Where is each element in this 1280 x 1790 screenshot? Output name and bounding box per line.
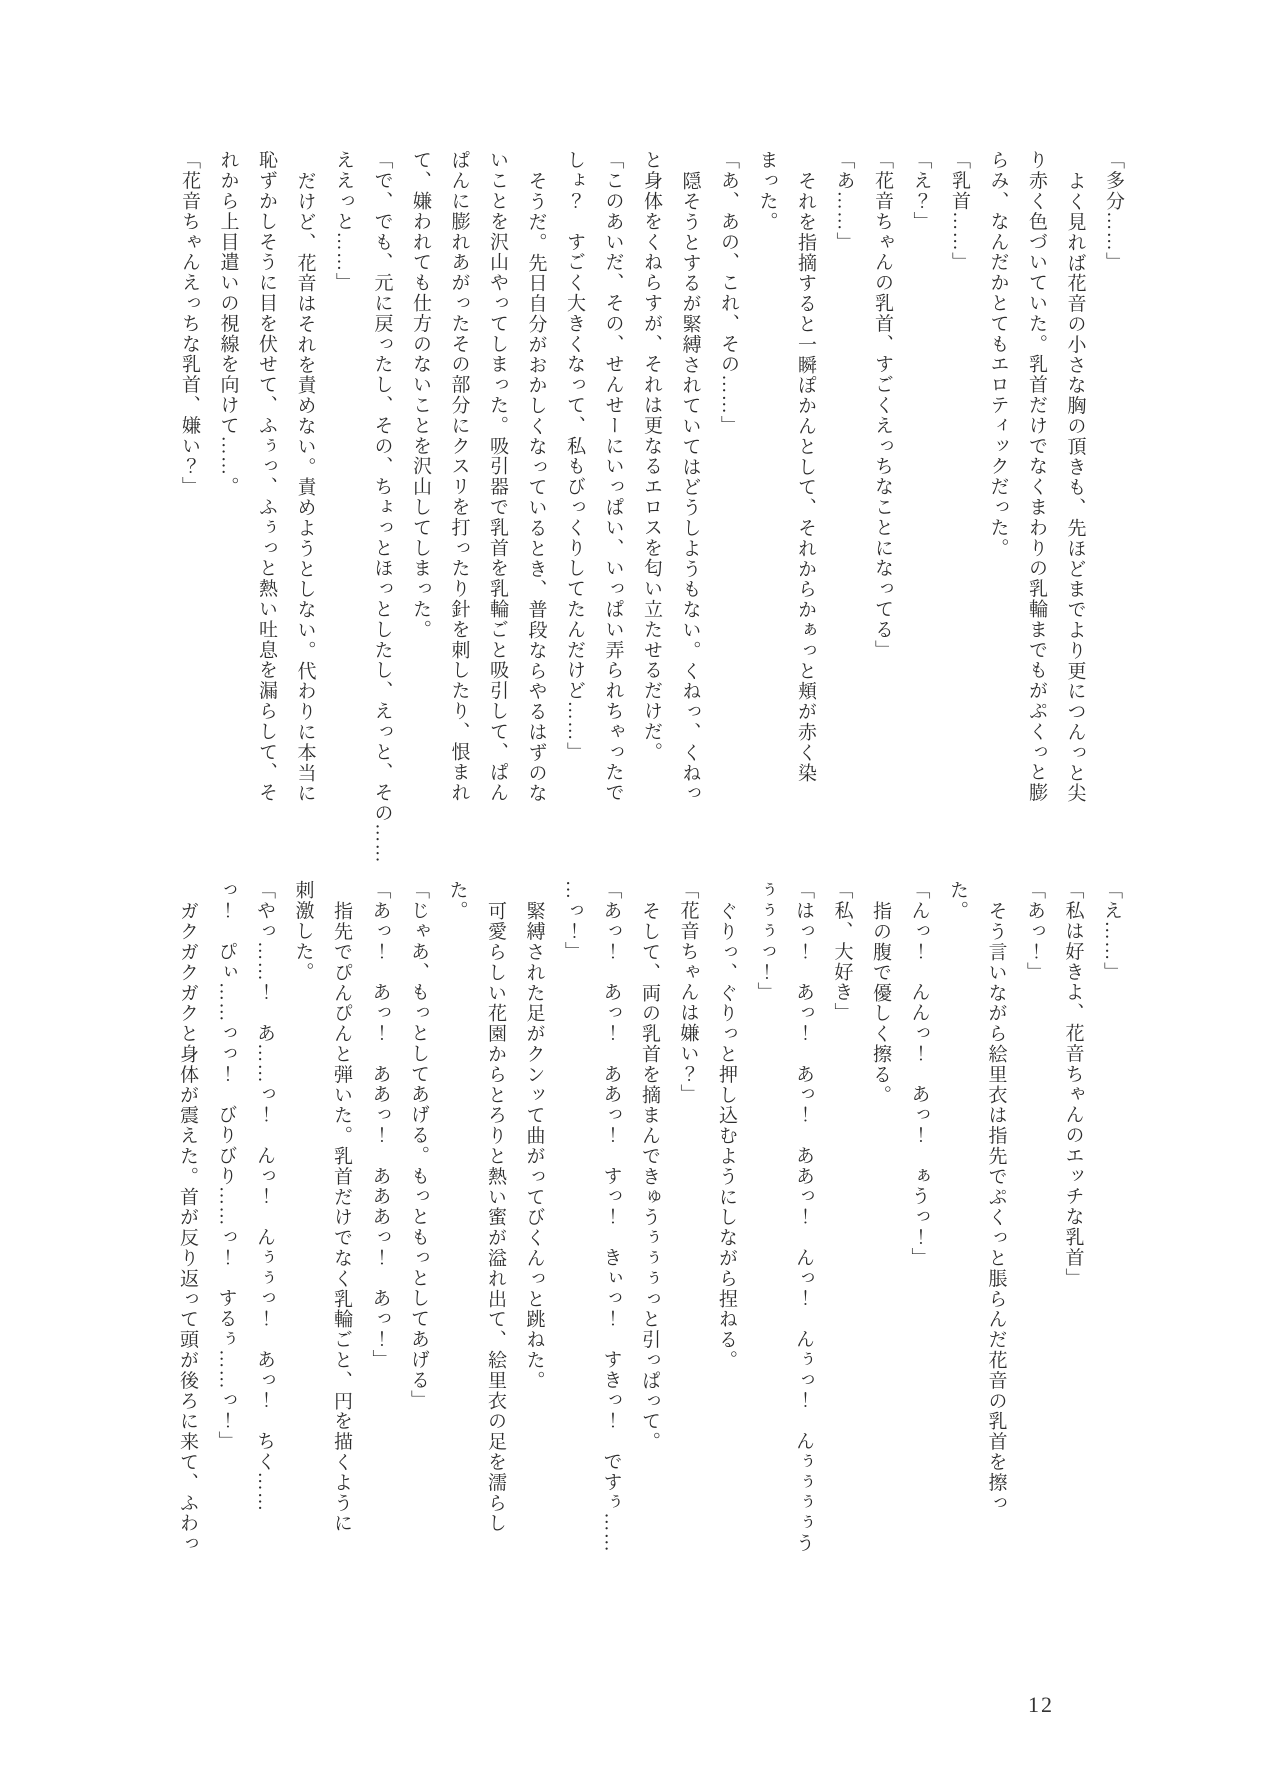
text-column: て、嫌われても仕方のないことを沢山してしまった。 bbox=[410, 150, 431, 640]
text-column: っ！ ぴぃ……っっ！ びりびり……っ！ するぅ……っ！」 bbox=[215, 880, 237, 1452]
text-column: 「私、大好き」 bbox=[831, 880, 853, 1023]
text-column: そうだ。先日自分がおかしくなっているとき、普段ならやるはずのな bbox=[525, 170, 547, 803]
text-column: た。 bbox=[947, 880, 968, 921]
text-column: 「乳首……」 bbox=[949, 150, 970, 273]
text-column: れから上目遣いの視線を向けて……。 bbox=[217, 150, 239, 497]
text-column: ガクガクガクと身体が震えた。首が反り返って頭が後ろに来て、ふわっ bbox=[177, 900, 198, 1554]
text-column: 「多分……」 bbox=[1103, 150, 1124, 273]
text-column: しょ？ すごく大きくなって、私もびっくりしてたんだけど……」 bbox=[564, 150, 585, 762]
text-column: 「花音ちゃんの乳首、すごくえっちなことになってる」 bbox=[872, 150, 893, 660]
text-column: 「このあいだ、その、せんせーにいっぱい、いっぱい弄られちゃったで bbox=[602, 150, 624, 803]
text-column: 「あっ！」 bbox=[1024, 880, 1045, 982]
text-column: 「私は好きよ、花音ちゃんのエッチな乳首」 bbox=[1062, 880, 1084, 1288]
text-column: まった。 bbox=[756, 150, 778, 232]
page-number: 12 bbox=[1028, 1692, 1054, 1717]
text-column: 「え……」 bbox=[1101, 880, 1122, 982]
text-column: いことを沢山やってしまった。吸引器で乳首を乳輪ごと吸引して、ぱん bbox=[487, 150, 508, 803]
text-column: 「あ……」 bbox=[833, 150, 855, 252]
text-column: 指の腹で優しく擦る。 bbox=[870, 900, 891, 1105]
text-column: 「で、でも、元に戻ったし、その、ちょっとほっとしたし、えっと、その…… bbox=[371, 150, 393, 864]
text-column: 「あ、あの、これ、その……」 bbox=[718, 150, 739, 436]
text-column: 緊縛された足がクンッて曲がってびくんっと跳ねた。 bbox=[523, 900, 545, 1391]
text-column: 隠そうとするが緊縛されていてはどうしようもない。くねっ、くねっ bbox=[679, 170, 701, 803]
text-column: 指先でぴんぴんと弾いた。乳首だけでなく乳輪ごと、円を描くように bbox=[331, 900, 352, 1533]
text-column: り赤く色づいていた。乳首だけでなくまわりの乳輪までもがぷくっと膨 bbox=[1026, 150, 1047, 803]
text-column: 可愛らしい花園からとろりと熱い蜜が溢れ出て、絵里衣の足を濡らし bbox=[485, 900, 506, 1533]
text-column: らみ、なんだかとてもエロティックだった。 bbox=[987, 150, 1009, 558]
text-column: よく見れば花音の小さな胸の頂きも、先ほどまでより更につんっと尖 bbox=[1064, 170, 1086, 803]
text-column: ええっと……」 bbox=[333, 150, 354, 293]
text-column: た。 bbox=[446, 880, 468, 921]
text-column: …っ！」 bbox=[562, 880, 583, 962]
text-column: ぐりっ、ぐりっと押し込むようにしながら捏ねる。 bbox=[716, 900, 737, 1370]
text-column: 「花音ちゃんえっちな乳首、嫌い？」 bbox=[179, 150, 200, 497]
text-column: 「じゃあ、もっとしてあげる。もっともっとしてあげる」 bbox=[408, 880, 429, 1411]
text-column: 「花音ちゃんは嫌い？」 bbox=[677, 880, 699, 1105]
text-column: 「あっ！ あっ！ ああっ！ すっ！ きぃっ！ すきっ！ ですぅ…… bbox=[600, 880, 622, 1554]
text-column: と身体をくねらすが、それは更なるエロスを匂い立たせるだけだ。 bbox=[641, 150, 662, 762]
text-column: だけど、花音はそれを責めない。責めようとしない。代わりに本当に bbox=[294, 170, 316, 803]
text-column: 「あっ！ あっ！ ああっ！ あああっ！ あっ！」 bbox=[369, 880, 391, 1370]
text-column: 「え？」 bbox=[910, 150, 932, 232]
text-column: 「やっ……！ あ……っ！ んっ！ んぅぅっ！ あっ！ ちく…… bbox=[254, 880, 275, 1513]
text-column: 刺激した。 bbox=[292, 880, 314, 982]
text-column: 恥ずかしそうに目を伏せて、ふぅっ、ふぅっと熱い吐息を漏らして、そ bbox=[256, 150, 277, 803]
text-column: ぱんに膨れあがったその部分にクスリを打ったり針を刺したり、恨まれ bbox=[448, 150, 470, 803]
text-block-bottom bbox=[168, 880, 1131, 1618]
text-column: 「んっ！ んんっ！ あっ！ ぁうっ！」 bbox=[908, 880, 930, 1268]
text-column: それを指摘すると一瞬ぽかんとして、それからかぁっと頬が赤く染 bbox=[795, 170, 816, 783]
text-column: そして、両の乳首を摘まんできゅうぅぅぅっと引っぱって。 bbox=[639, 900, 660, 1452]
text-block-top bbox=[170, 150, 1133, 888]
text-column: ぅぅぅっ！」 bbox=[754, 880, 776, 1003]
text-column: そう言いながら絵里衣は指先でぷくっと脹らんだ花音の乳首を擦っ bbox=[985, 900, 1007, 1513]
text-column: 「はっ！ あっ！ あっ！ ああっ！ んっ！ んぅっ！ んぅぅぅぅう bbox=[793, 880, 814, 1554]
